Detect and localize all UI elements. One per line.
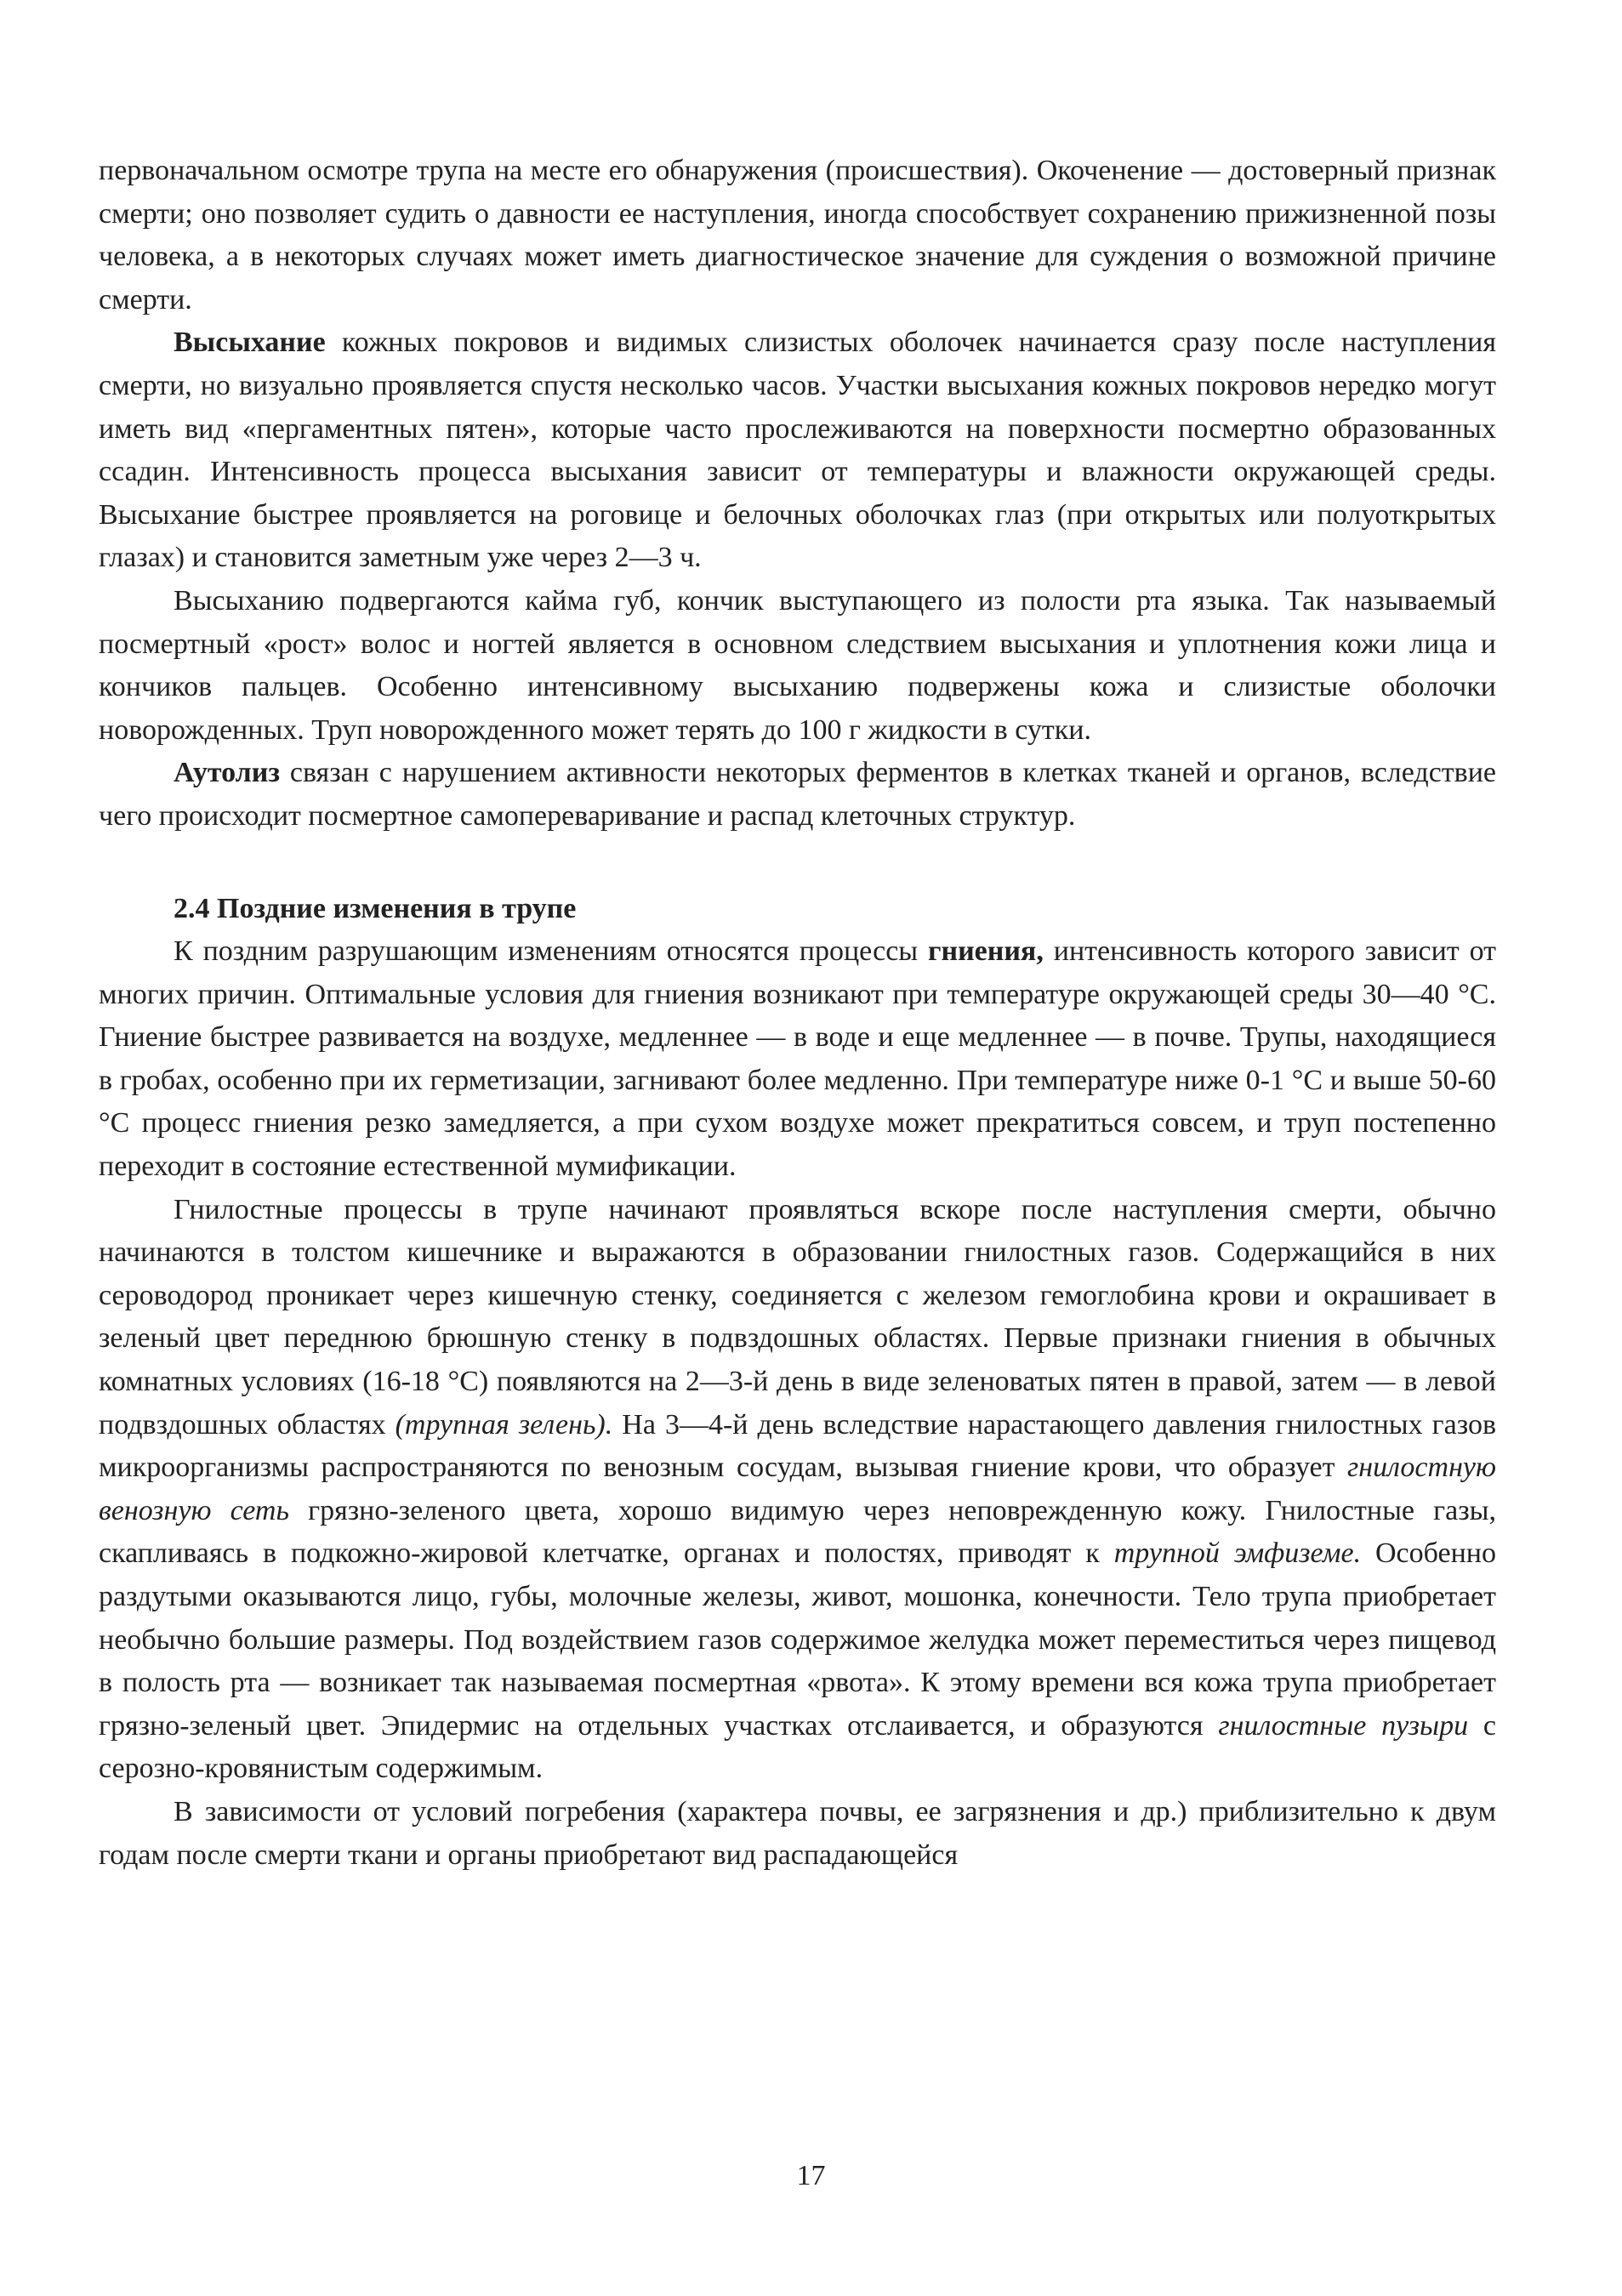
text-run: Гнилостные процессы в трупе начинают проявляться вскоре после наступления смерти, обычно начинаются в толстом кишечнике и выражаются в образовании гнилостных газов. Содержащийся в них сероводород проникает через кишечную стенку, соединяется с железом гемоглобина крови и окрашивает в зеленый цвет переднюю брюшную стенку в подвздошных областях. Первые признаки гниения в обычных комнатных условиях (16-18 °С) появляются на 2—3-й день в виде зеленоватых пятен в правой, затем — в левой подвздошных областях: [99, 1193, 1496, 1441]
text-run: первоначальном осмотре трупа на месте его обнаружения (происшествия). Окоченение — достоверный признак смерти; оно позволяет судить о давности ее наступления, иногда способствует сохранению прижизненной позы человека, а в некоторых случаях может иметь диагностическое значение для суждения о возможной причине смерти.: [99, 155, 1496, 315]
paragraph: [99, 752, 1496, 838]
text-run: интенсивность которого зависит от многих причин. Оптимальные условия для гниения возникают при температуре окружающей среды 30—40 °С. Гниение быстрее развивается на воздухе, медленнее — в воде и еще медленнее — в почве. Трупы, находящиеся в гробах, особенно при их герметизации, загнивают более медленно. При температуре ниже 0-1 °С и выше 50-60 °С процесс гниения резко замедляется, а при сухом воздухе может прекратиться совсем, и труп постепенно переходит в состояние естественной мумификации.: [99, 935, 1496, 1183]
text-run: кожных покровов и видимых слизистых оболочек начинается сразу после наступления смерти, но визуально проявляется спустя несколько часов. Участки высыхания кожных покровов нередко могут иметь вид «пергаментных пятен», которые часто прослеживаются на поверхности посмертно образованных ссадин. Интенсивность процесса высыхания зависит от температуры и влажности окружающей среды. Высыхание быстрее проявляется на роговице и белочных оболочках глаз (при открытых или полуоткрытых глазах) и становится заметным уже через 2—3 ч.: [99, 327, 1496, 574]
bold-term: Аутолиз: [174, 757, 280, 789]
text-run: К поздним разрушающим изменениям относятся процессы: [174, 935, 929, 968]
text-run: с серозно-кровянистым содержимым.: [99, 1709, 1497, 1785]
italic-term: гнилостную венозную сеть: [99, 1452, 1496, 1526]
text-run: связан с нарушением активности некоторых ферментов в клетках тканей и органов, вследствие чего происходит посмертное самопереваривание и распад клеточных структур.: [99, 757, 1496, 832]
section-body-text: [99, 930, 1496, 1877]
section-heading: 2.4 Поздние изменения в трупе: [174, 892, 577, 924]
body-text-top: [99, 150, 1496, 838]
text-run: грязно-зеленого цвета, хорошо видимую через неповрежденную кожу. Гнилостные газы, скапливаясь в подкожно-жировой клетчатке, органах и полостях, приводят к: [99, 1494, 1496, 1570]
paragraph: [99, 1189, 1496, 1791]
text-run: Высыханию подвергаются кайма губ, кончик выступающего из полости рта языка. Так называемый посмертный «рост» волос и ногтей является в основном следствием высыхания и уплотнения кожи лица и кончиков пальцев. Особенно интенсивному высыханию подвержены кожа и слизистые оболочки новорожденных. Труп новорожденного может терять до 100 г жидкости в сутки.: [99, 584, 1496, 746]
italic-term: трупной эмфиземе.: [1113, 1537, 1362, 1570]
italic-term: гнилостные пузыри: [1218, 1709, 1469, 1742]
bold-term: гниения,: [928, 935, 1044, 968]
text-run: Особенно раздутыми оказываются лицо, губы, молочные железы, живот, мошонка, конечности. Тело трупа приобретает необычно большие размеры. Под воздействием газов содержимое желудка может переместиться через пищевод в полость рта — возникает так называемая посмертная «рвота». К этому времени вся кожа трупа приобретает грязно-зеленый цвет. Эпидермис на отдельных участках отслаивается, и образуются: [99, 1537, 1496, 1742]
paragraph: [99, 1791, 1496, 1877]
paragraph: [99, 930, 1496, 1189]
paragraph: [99, 150, 1496, 321]
paragraph: [99, 580, 1496, 752]
page-number: 17: [796, 2160, 826, 2191]
text-run: В зависимости от условий погребения (характера почвы, ее загрязнения и др.) приблизительно к двум годам после смерти ткани и органы приобретают вид распадающейся: [99, 1795, 1496, 1871]
italic-term: (трупная зелень).: [395, 1408, 613, 1441]
bold-term: Высыхание: [174, 327, 326, 359]
text-run: На 3—4-й день вследствие нарастающего давления гнилостных газов микроорганизмы распространяются по венозным сосудам, вызывая гниение крови, что образует: [99, 1408, 1496, 1484]
paragraph: [99, 321, 1496, 580]
